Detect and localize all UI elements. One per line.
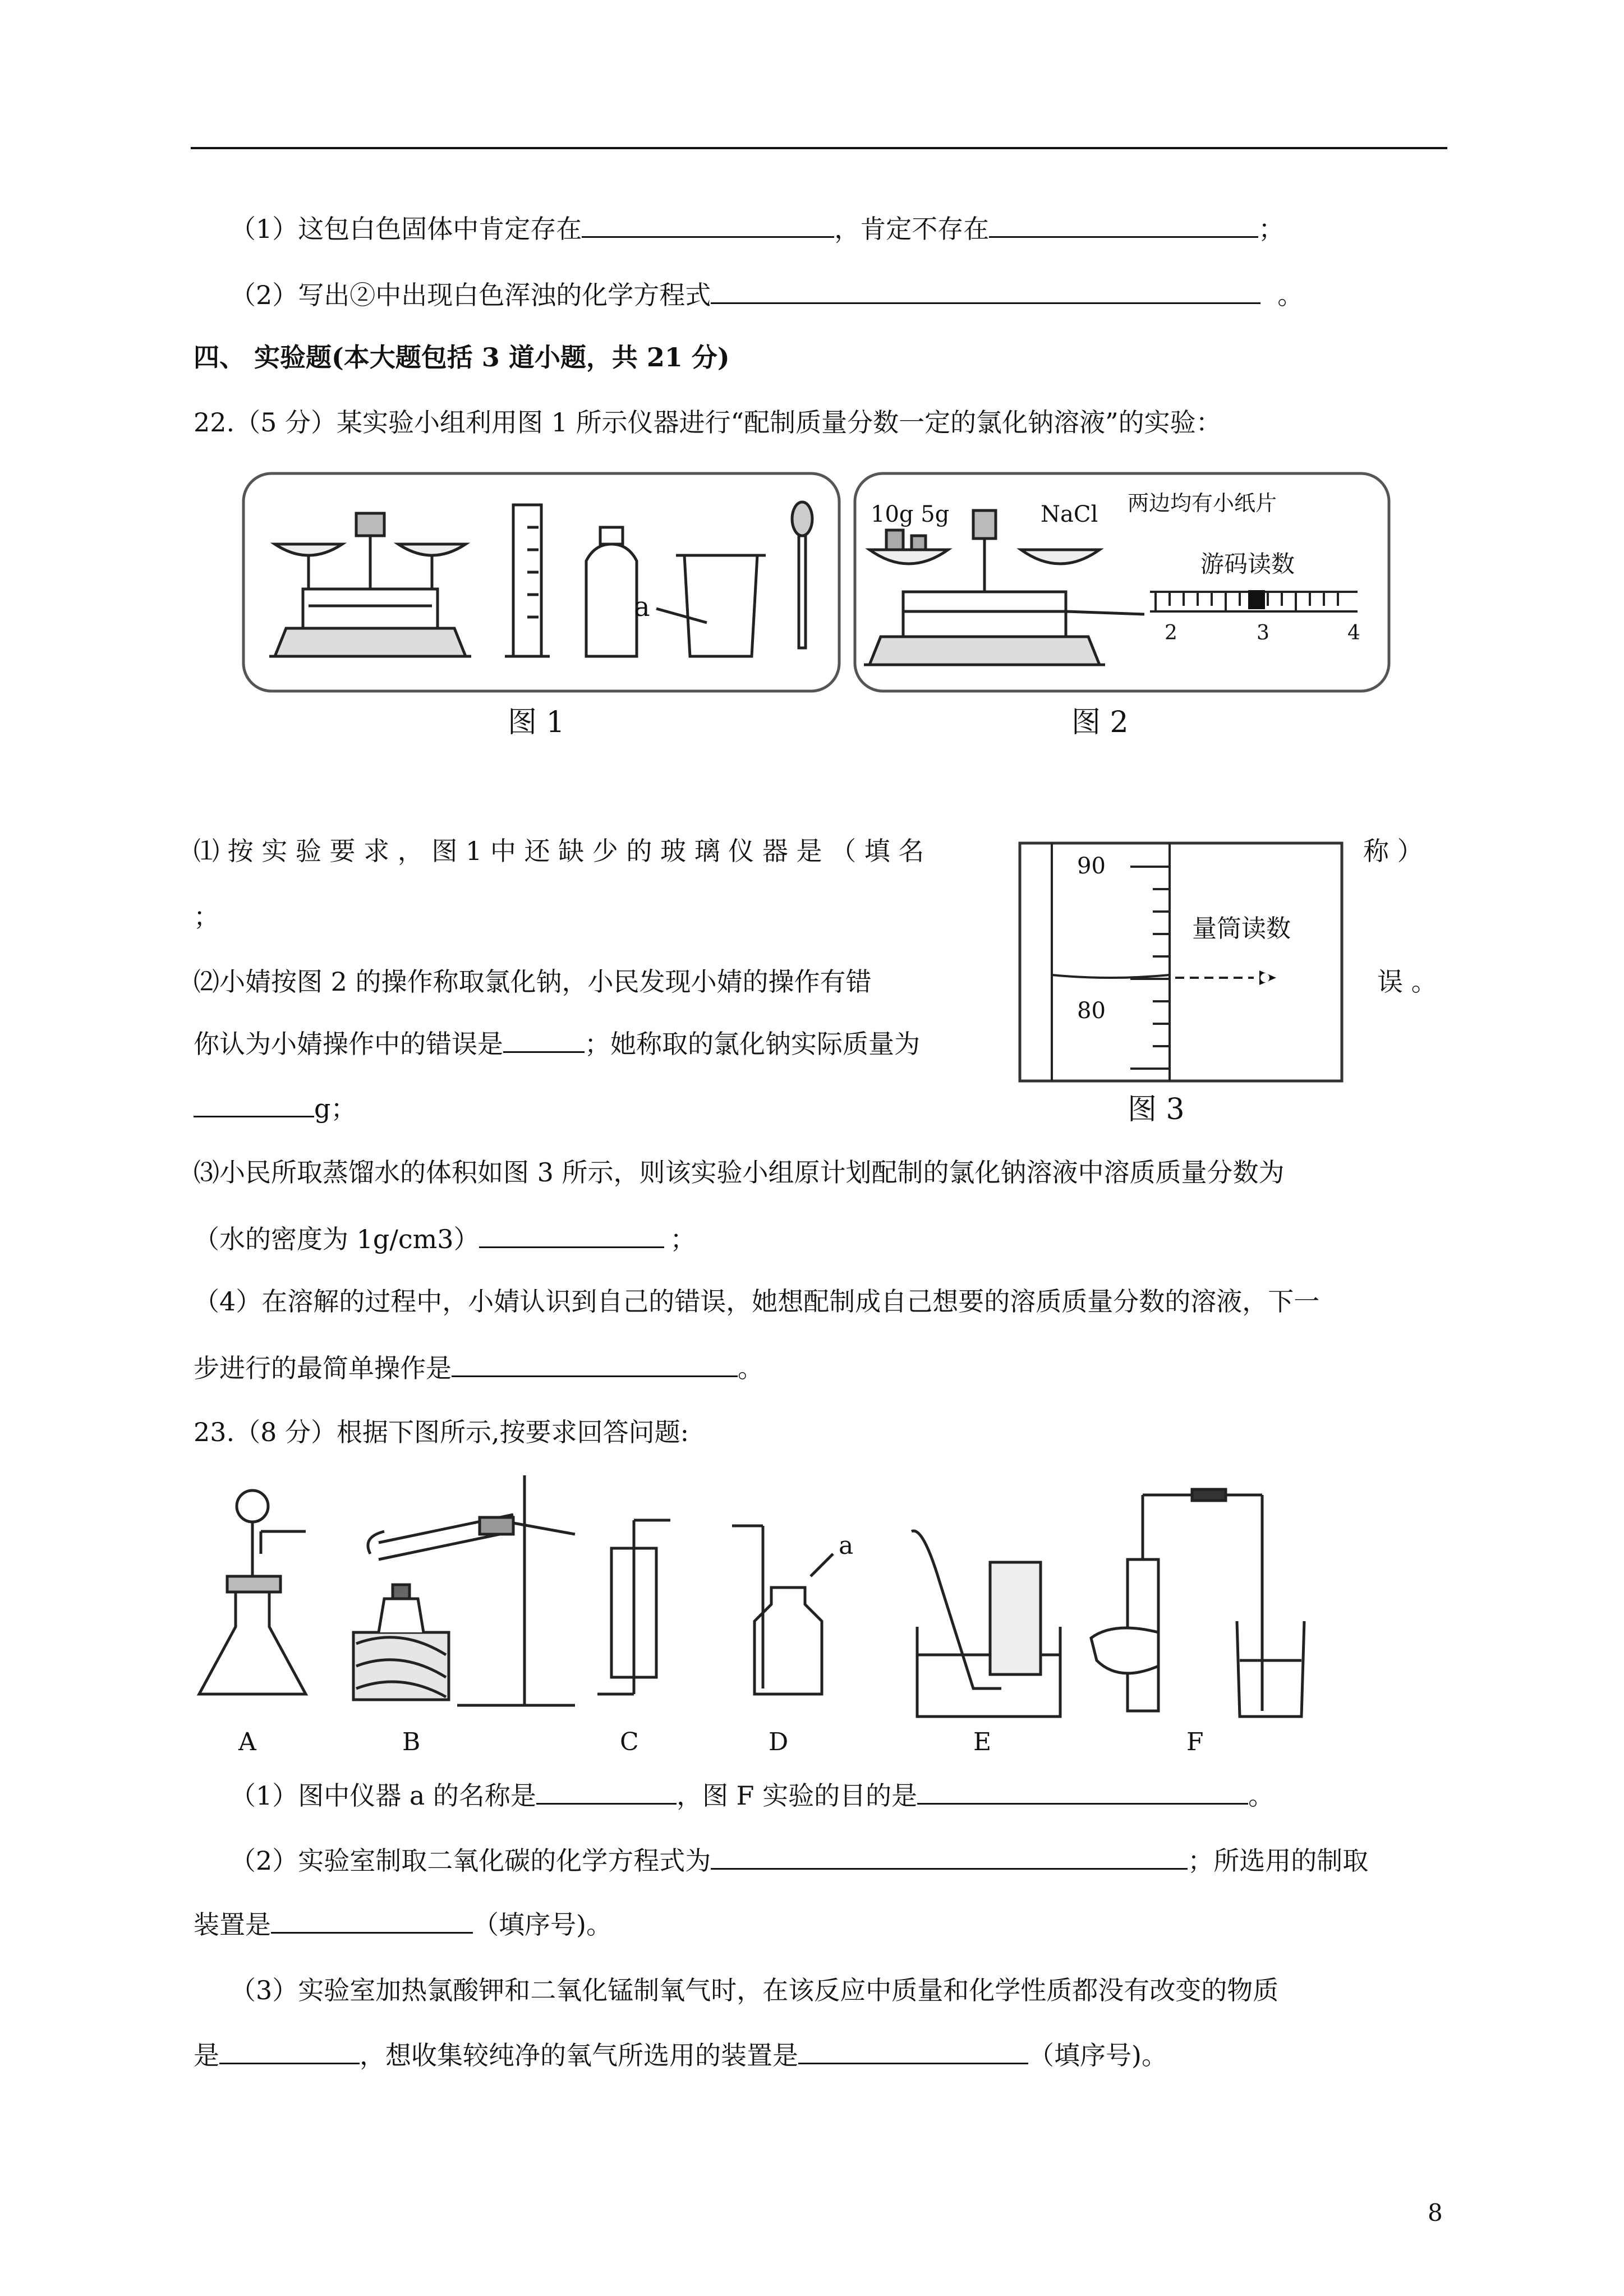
q23-p1 [230,1778,1274,1812]
fig2-tick-4: 4 [1347,622,1360,645]
q22-p1-c: ； [194,901,219,932]
q23-p3-text-d: （填序号)。 [1028,2040,1167,2070]
q22-p3-b-text: （水的密度为 1g/cm3） [194,1224,480,1254]
header-rule [191,147,1447,149]
label-B: B [402,1728,421,1756]
answer-blank[interactable] [219,2038,360,2064]
page-number: 8 [1428,2199,1443,2226]
label-a: a [839,1531,854,1560]
apparatus-e [912,1531,1060,1717]
figure-2-caption: 图 2 [1071,706,1129,739]
figure-1-caption: 图 1 [508,706,565,739]
q21-line2-text-a: （2）写出②中出现白色浑浊的化学方程式 [230,280,711,310]
figure-2 [853,471,1391,696]
q22-p2-b: 误 。 [1377,967,1437,997]
figure-3 [1018,841,1344,1083]
q22-p4-b [194,1351,763,1385]
q23-p1-text-c: 。 [1248,1780,1275,1811]
answer-blank[interactable] [711,1843,1188,1870]
q23-p2-a [230,1843,1368,1878]
apparatus-a [199,1490,306,1694]
figure-3-caption: 图 3 [1128,1093,1185,1126]
q22-stem: 22.（5 分）某实验小组利用图 1 所示仪器进行“配制质量分数一定的氯化钠溶液”的实验： [194,407,1222,438]
q22-p1-b: 称 ） [1363,836,1423,866]
answer-blank[interactable] [271,1907,473,1934]
q22-p2-c-text-2: ；她称取的氯化钠实际质量为 [585,1029,920,1059]
answer-blank[interactable] [917,1778,1248,1805]
fig2-tick-3: 3 [1257,622,1269,645]
apparatus-b [353,1475,575,1705]
section-title: 四、 实验题(本大题包括 3 道小题，共 21 分) [194,342,730,372]
q22-p3-a: ⑶小民所取蒸馏水的体积如图 3 所示，则该实验小组原计划配制的氯化钠溶液中溶质质量分数为 [194,1157,1285,1188]
label-A: A [238,1728,256,1756]
label-D: D [769,1728,789,1756]
apparatus-d [732,1526,833,1694]
q22-p3-c-text: ； [670,1224,696,1254]
q22-p2-d [194,1091,356,1125]
q22-p4-c-text: 。 [738,1353,763,1383]
q22-p2-c-text-1: 你认为小婧操作中的错误是 [194,1029,503,1059]
q21-line-1 [230,211,1284,246]
q22-p2-a: ⑵小婧按图 2 的操作称取氯化钠，小民发现小婧的操作有错 [194,967,872,997]
q23-p2-b [194,1907,612,1941]
fig1-label-a: a [634,591,650,623]
label-E: E [973,1728,992,1756]
q23-p2-text-b: ；所选用的制取 [1188,1846,1369,1876]
fig2-nacl: NaCl [1041,501,1098,527]
apparatus-c [597,1520,670,1694]
q21-line1-text-c: ； [1258,214,1285,244]
q22-p4-b-text: 步进行的最简单操作是 [194,1353,452,1383]
answer-blank[interactable] [582,211,834,238]
q22-p3-b [194,1222,696,1256]
answer-blank[interactable] [798,2038,1028,2064]
q23-p2-text-c: 装置是 [194,1910,271,1940]
answer-blank[interactable] [479,1222,664,1248]
fig2-note: 两边均有小纸片 [1128,491,1277,516]
q23-p3-text-c: ，想收集较纯净的氧气所选用的装置是 [360,2040,798,2070]
q23-p3-b [194,2038,1167,2072]
q23-stem: 23.（8 分）根据下图所示,按要求回答问题: [194,1417,689,1447]
q22-p1-a: ⑴ 按 实 验 要 求 ， 图 1 中 还 缺 少 的 玻 璃 仪 器 是 （ 填 名 [194,836,924,866]
q23-p3-a: （3）实验室加热氯酸钾和二氧化锰制氧气时，在该反应中质量和化学性质都没有改变的物质 [230,1975,1279,2005]
q23-p2-text-d: （填序号)。 [473,1910,612,1940]
q22-p4-a: （4）在溶解的过程中，小婧认识到自己的错误，她想配制成自己想要的溶质质量分数的溶液，下一 [194,1286,1320,1317]
q23-p1-text-b: ，图 F 实验的目的是 [676,1780,918,1811]
fig3-top: 90 [1077,853,1106,879]
fig2-rider-title: 游码读数 [1200,550,1295,578]
q23-p1-text-a: （1）图中仪器 a 的名称是 [230,1780,536,1811]
q21-line-2 [230,278,1303,312]
figure-1 [241,471,841,696]
apparatus-figure [194,1470,1338,1761]
q23-p2-text-a: （2）实验室制取二氧化碳的化学方程式为 [230,1846,711,1876]
q21-line1-text-b: ，肯定不存在 [834,214,990,244]
answer-blank[interactable] [989,211,1258,238]
label-C: C [620,1728,639,1756]
q23-p3-text-b: 是 [194,2040,219,2070]
fig2-weights: 10g 5g [871,501,950,527]
fig3-label: 量筒读数 [1192,914,1291,943]
answer-blank[interactable] [536,1778,677,1805]
fig3-bottom: 80 [1077,998,1106,1024]
q21-line2-text-b: 。 [1277,280,1304,310]
label-F: F [1186,1728,1204,1756]
q22-p2-c [194,1027,920,1061]
q21-line1-text-a: （1）这包白色固体中肯定存在 [230,214,582,244]
answer-blank[interactable] [194,1091,314,1117]
answer-blank[interactable] [503,1027,585,1053]
answer-blank[interactable] [452,1351,738,1377]
apparatus-f [1091,1489,1304,1717]
fig2-tick-2: 2 [1165,622,1177,645]
answer-blank[interactable] [711,278,1260,304]
rider-marker [1248,590,1265,609]
q22-p2-d-text: g； [314,1093,357,1124]
